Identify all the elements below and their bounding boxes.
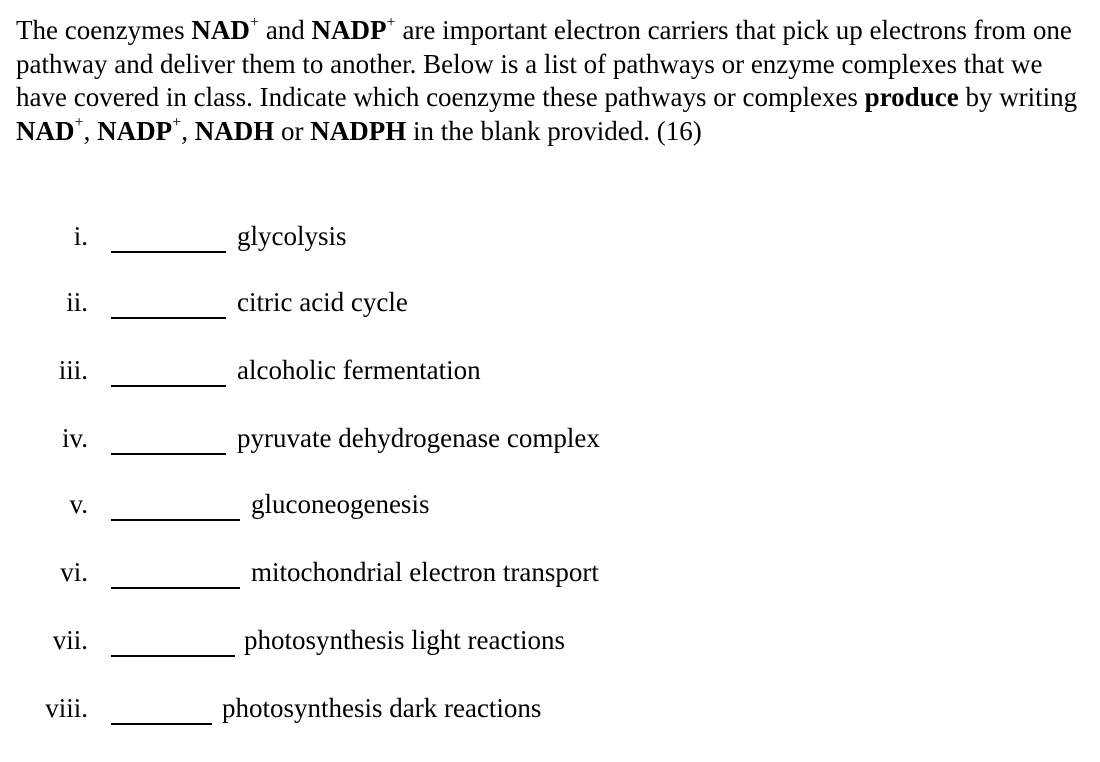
prompt-bold-nad: NAD [191, 15, 250, 45]
item-label: citric acid cycle [237, 287, 408, 317]
prompt-bold-nadp: NADP [97, 115, 173, 146]
prompt-bold-produce: produce [864, 82, 959, 112]
prompt-text: and [259, 15, 312, 45]
answer-blank[interactable] [111, 317, 226, 319]
prompt-superscript: + [172, 113, 182, 132]
prompt-bold-nadph: NADPH [310, 115, 407, 146]
item-label: mitochondrial electron transport [251, 557, 599, 587]
answer-blank[interactable] [111, 519, 240, 521]
list-item [0, 420, 1100, 460]
prompt-text: are important electron carriers that pick up electrons from one pathway and deliver them to another. Below is a list of pathways or enzyme complexes that we have covered in class. Indicate which coenzyme these pathways or complexes [16, 15, 1072, 112]
answer-blank[interactable] [111, 587, 240, 589]
list-item [0, 218, 1100, 258]
item-numeral: viii. [45, 693, 88, 723]
prompt-superscript: + [74, 113, 84, 132]
answer-blank[interactable] [111, 655, 235, 657]
prompt-bold-nad: NAD [16, 115, 75, 146]
item-numeral: ii. [66, 287, 88, 317]
item-label: alcoholic fermentation [237, 355, 481, 385]
answer-blank[interactable] [111, 251, 226, 253]
list-item [0, 352, 1100, 392]
item-numeral: vi. [60, 557, 88, 587]
prompt-text: in the blank provided. (16) [406, 115, 702, 146]
prompt-superscript: + [249, 12, 260, 31]
item-numeral: vii. [52, 625, 88, 655]
prompt-text: or [274, 115, 311, 146]
list-item [0, 622, 1100, 662]
prompt-bold-nadh: NADH [194, 115, 275, 146]
item-label: glycolysis [237, 221, 347, 251]
item-label: photosynthesis light reactions [244, 625, 565, 655]
list-item [0, 486, 1100, 526]
prompt-text: , [83, 115, 98, 146]
prompt-text: , [181, 115, 195, 146]
item-label: photosynthesis dark reactions [222, 693, 542, 723]
item-label: pyruvate dehydrogenase complex [237, 423, 600, 453]
answer-blank[interactable] [111, 385, 226, 387]
answer-blank[interactable] [111, 723, 212, 725]
prompt-bold-nadp: NADP [311, 15, 387, 45]
item-label: gluconeogenesis [251, 489, 430, 519]
list-item [0, 554, 1100, 594]
list-item [0, 690, 1100, 730]
answer-blank[interactable] [111, 453, 226, 455]
prompt-superscript: + [386, 12, 396, 31]
list-item [0, 284, 1100, 324]
prompt-text: The coenzymes [16, 15, 192, 45]
prompt-text: by writing [958, 82, 1078, 112]
item-numeral: iv. [62, 423, 88, 453]
item-numeral: i. [73, 221, 88, 251]
item-numeral: iii. [58, 355, 88, 385]
item-numeral: v. [69, 489, 88, 519]
